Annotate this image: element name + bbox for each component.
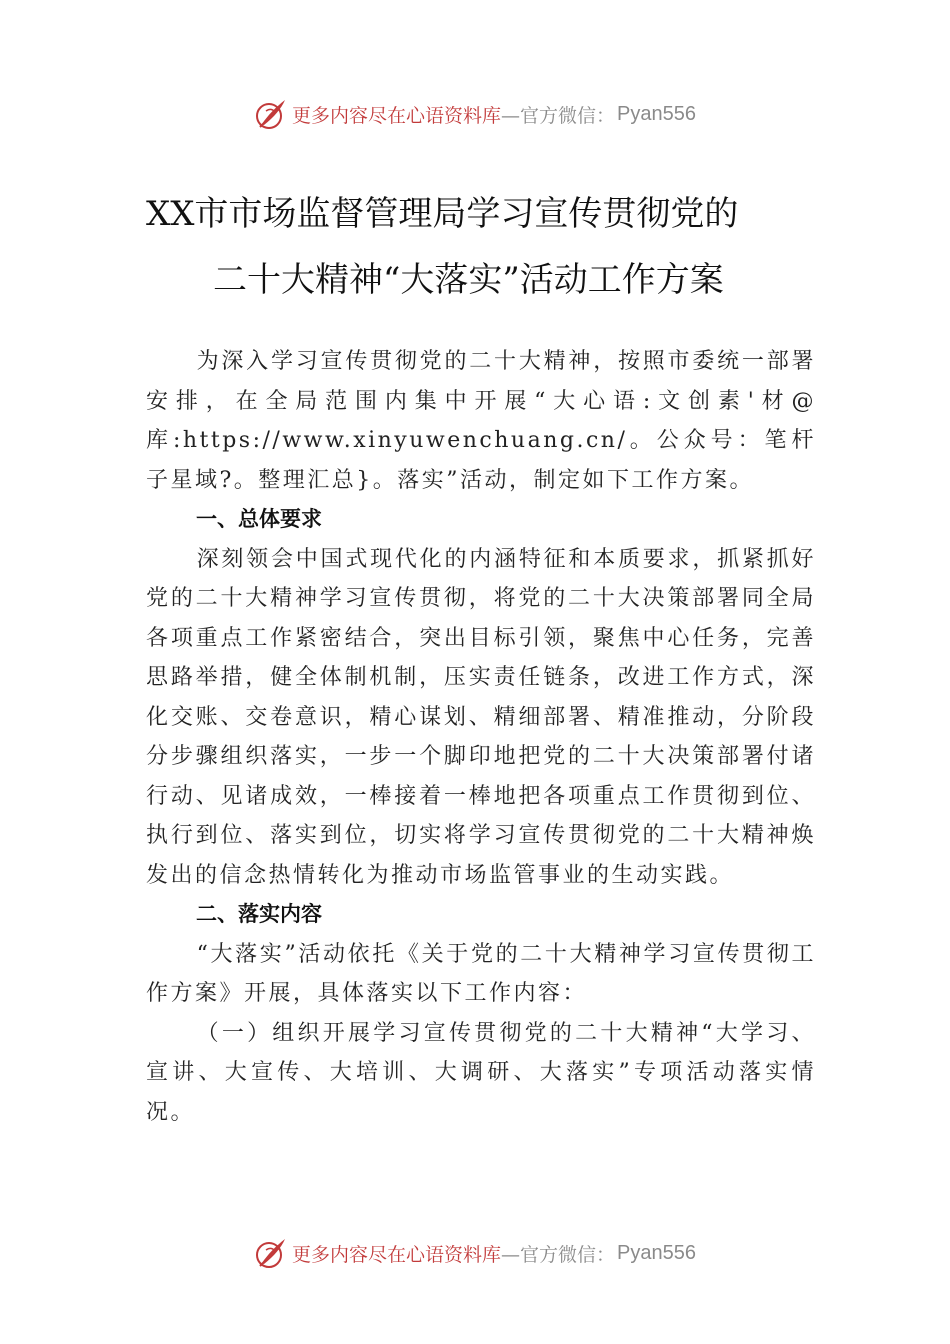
watermark-banner-bottom [0,1231,950,1275]
watermark-red-text: 更多内容尽在心语资料库 [292,1243,502,1266]
document-body [146,342,816,1132]
section-2-heading: 二、落实内容 [196,902,322,926]
document-title-line-2: 二十大精神“大落实”活动工作方案 [213,260,724,300]
watermark-gray-text: —官方微信： [501,104,616,127]
section-1-paragraph: 深刻领会中国式现代化的内涵特征和本质要求，抓紧抓好党的二十大精神学习宣传贯彻，将党的二十大决策部署同全局各项重点工作紧密结合，突出目标引领，聚焦中心任务，完善思路举措，健全体制机制，压实责任链条，改进工作方式，深化交账、交卷意识，精心谋划、精细部署、精准推动，分阶段分步骤组织落实，一步一个脚印地把党的二十大决策部署付诸行动、见诸成效，一棒接着一棒地把各项重点工作贯彻到位、执行到位、落实到位，切实将学习宣传贯彻党的二十大精神焕发出的信念热情转化为推动市场监管事业的生动实践。 [146,546,816,888]
quill-pen-icon [254,97,288,131]
watermark-account: Pyan556 [617,102,696,125]
quill-pen-icon [254,1236,288,1270]
watermark-gray-text: —官方微信： [501,1243,616,1266]
item-1-paragraph: （一）组织开展学习宣传贯彻党的二十大精神“大学习、宣讲、大宣传、大培训、大调研、大落实”专项活动落实情况。 [146,1020,816,1125]
watermark-account: Pyan556 [617,1241,696,1264]
document-title-line-1: XX市市场监督管理局学习宣传贯彻党的 [146,194,739,234]
section-1-heading: 一、总体要求 [196,507,322,531]
section-2-paragraph: “大落实”活动依托《关于党的二十大精神学习宣传贯彻工作方案》开展，具体落实以下工作内容： [146,941,816,1006]
watermark-banner-top [0,92,950,136]
intro-paragraph: 为深入学习宣传贯彻党的二十大精神，按照市委统一部署安排，在全局范围内集中开展“大心语:文创素'材@库:https://www.xinyuwenchuang.cn/。公众号：笔杆子星域?。整理汇总}。落实”活动，制定如下工作方案。 [146,349,816,493]
watermark-red-text: 更多内容尽在心语资料库 [292,104,502,127]
